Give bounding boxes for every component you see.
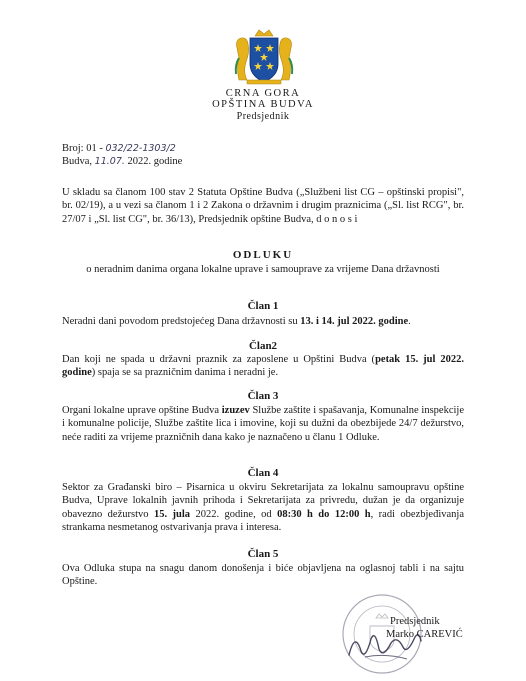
reference-date-handwritten: 11.07. <box>94 156 125 167</box>
handwritten-signature-icon <box>345 625 425 665</box>
article-4-text-b: 2022. godine, od <box>190 508 278 520</box>
article-2-heading: Član2 <box>248 340 278 352</box>
article-2-text-bold: petak 15. jul 2022. godine <box>62 354 464 379</box>
reference-date <box>62 156 182 167</box>
article-4-text-a: Sektor za Građanski biro – Pisarnica u okviru Sekretarijata za lokalnu samoupravu opštine Budva, Uprave lokalnih javnih prihoda i Sekretarijata za privredu, dužan je da organizuje obavezno dežurstvo <box>62 482 464 520</box>
article-5-heading: Član 5 <box>247 548 279 560</box>
signature-name: Marko CAREVIĆ <box>386 629 463 640</box>
article-5-text: Ova Odluka stupa na snagu danom donošenja i biće objavljena na oglasnoj tabli i na sajtu Opštine. <box>62 563 464 588</box>
article-2-text-a: Dan koji ne spada u državni praznik za zaposlene u Opštini Budva ( <box>62 354 376 365</box>
article-1-text-a: Neradni dani povodom predstojećeg Dana državnosti su <box>62 316 301 327</box>
header-municipality: OPŠTINA BUDVA <box>212 99 314 110</box>
decision-title: ODLUKU <box>232 249 294 261</box>
reference-year: 2022. godine <box>127 156 183 167</box>
signature-title: Predsjednik <box>390 616 440 627</box>
coat-of-arms-icon <box>233 28 295 86</box>
reference-number-handwritten: 032/22-1303/2 <box>105 143 176 154</box>
article-2-text-b: ) spaja se sa prazničnim danima i neradni je. <box>91 367 279 379</box>
article-3-text-a: Organi lokalne uprave opštine Budva <box>62 405 222 416</box>
article-3-text-bold: izuzev <box>221 405 250 416</box>
article-1-text <box>62 315 464 328</box>
article-1-heading: Član 1 <box>247 300 279 312</box>
article-2-text <box>62 353 464 380</box>
intro-paragraph: U skladu sa članom 100 stav 2 Statuta Opštine Budva („Službeni list CG – opštinski propisi", br. 02/19), a u vezi sa članom 1 i 2 Zakona o državnim i drugim praznicima („Sl. list RCG", br. 27/07 i „Sl. list CG", br. 36/13), Predsjednik opštine Budva, d o n o s i <box>62 187 464 225</box>
article-4-text-c: , radi obezbjeđivanja strankama nesmetanog ostvarivanja prava i interesa. <box>62 508 464 534</box>
header-role: Predsjednik <box>236 111 290 122</box>
article-1-text-b: . <box>408 316 411 327</box>
article-4-text-bold: 15. jula <box>153 508 191 520</box>
article-3-text <box>62 404 464 444</box>
reference-place: Budva, <box>62 156 93 167</box>
article-1-text-bold: 13. i 14. jul 2022. godine <box>300 316 409 327</box>
reference-number <box>62 143 176 154</box>
header-country: CRNA GORA <box>225 88 301 99</box>
article-4-text <box>62 481 464 535</box>
article-3-text-b: Službe zaštite i spašavanja, Komunalne inspekcije i komunalne policije, Službe zaštite lica i imovine, koji su dužni da obezbijede 24/7 dežurstvo, neće raditi za vrijeme prazničnih dana kako je naznačeno u članu 1 Odluke. <box>62 405 464 443</box>
article-4-text-bold-time: 08:30 h do 12:00 h <box>277 508 371 520</box>
article-3-heading: Član 3 <box>247 390 279 402</box>
reference-number-label: Broj: 01 - <box>62 143 103 154</box>
decision-subtitle: o neradnim danima organa lokalne uprave i samouprave za vrijeme Dana državnosti <box>86 264 440 275</box>
article-4-heading: Član 4 <box>247 467 279 479</box>
